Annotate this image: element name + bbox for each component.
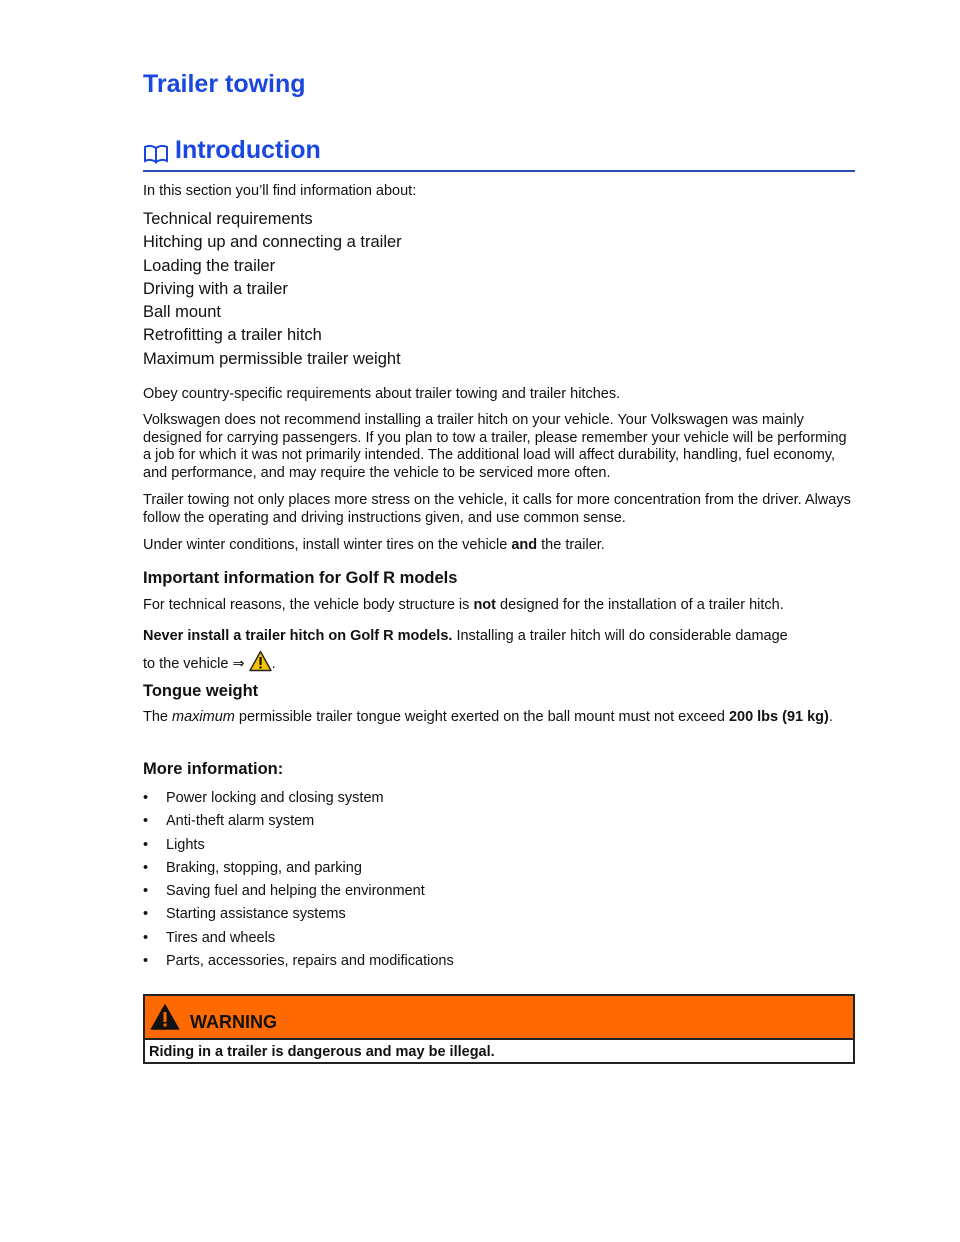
bullet: • <box>143 883 149 900</box>
list-item-label: Braking, stopping, and parking <box>166 859 362 876</box>
topic-item[interactable]: Technical requirements <box>143 210 313 228</box>
bullet: • <box>143 906 149 923</box>
topic-item[interactable]: Loading the trailer <box>143 256 276 275</box>
warning-label: WARNING <box>190 1011 277 1032</box>
list-item[interactable] <box>143 952 855 975</box>
bullet: • <box>143 790 149 806</box>
section-title: Introduction <box>175 136 321 164</box>
topic-item[interactable]: Hitching up and connecting a trailer <box>143 233 402 252</box>
tongue-text: permissible trailer tongue weight exerted on the ball mount must not exceed <box>234 709 729 725</box>
tongue-limit: 200 lbs (91 kg) <box>728 709 829 725</box>
bullet: • <box>143 813 149 830</box>
bullet: • <box>143 929 149 946</box>
section-heading-introduction <box>143 136 855 172</box>
topic-item[interactable]: Maximum permissible trailer weight <box>143 349 401 368</box>
list-item[interactable] <box>143 836 855 859</box>
tongue-maximum: maximum <box>172 709 235 725</box>
golf-r-damage-text: Installing a trailer hitch will do considerable damage <box>452 628 788 644</box>
paragraph-golf-r-warning <box>143 623 855 678</box>
golf-r-never-install: Never install a trailer hitch on Golf R models. <box>143 628 453 644</box>
golf-r-text-start: For technical reasons, the vehicle body structure is <box>143 597 474 613</box>
heading-golf-r: Important information for Golf R models <box>143 569 458 587</box>
warning-triangle-icon[interactable] <box>249 650 272 672</box>
topic-list <box>143 209 855 372</box>
bullet: • <box>143 953 149 970</box>
list-item[interactable] <box>143 789 855 812</box>
list-item-label: Saving fuel and helping the environment <box>166 883 425 900</box>
warning-header <box>145 996 853 1040</box>
winter-text-bold: and <box>511 537 538 553</box>
tongue-period: . <box>828 709 833 725</box>
list-item-label: Anti-theft alarm system <box>166 813 315 830</box>
list-item[interactable] <box>143 929 855 952</box>
topic-item[interactable]: Driving with a trailer <box>143 279 288 298</box>
winter-text-start: Under winter conditions, install winter tires on the vehicle <box>143 537 512 553</box>
tongue-the: The <box>143 709 173 725</box>
list-item-label: Parts, accessories, repairs and modifications <box>166 953 454 970</box>
list-item-label: Power locking and closing system <box>166 790 384 806</box>
golf-r-period: . <box>271 656 276 672</box>
warning-box <box>143 994 855 1064</box>
winter-text-end: the trailer. <box>537 537 605 553</box>
paragraph-no-recommendation: Volkswagen does not recommend installing a trailer hitch on your vehicle. Your Volkswagen was mainly designed for carrying passengers. If you plan to tow a trailer, please remember your vehicle will be performing a job for which it was not primarily intended. The additional load will affect durability, handling, fuel economy, and performance, and may require the vehicle to be serviced more often. <box>143 412 847 481</box>
paragraph-winter <box>143 537 855 555</box>
more-information-list <box>143 789 855 975</box>
list-item[interactable] <box>143 859 855 882</box>
paragraph-tongue-weight <box>143 709 855 727</box>
paragraph-golf-r-structure <box>143 597 855 615</box>
page-title: Trailer towing <box>143 70 306 98</box>
list-item[interactable] <box>143 882 855 905</box>
warning-triangle-icon <box>150 1003 180 1031</box>
list-item-label: Tires and wheels <box>166 929 276 946</box>
list-item[interactable] <box>143 812 855 835</box>
heading-tongue-weight: Tongue weight <box>143 682 259 700</box>
heading-more-information: More information: <box>143 760 284 778</box>
bullet: • <box>143 859 149 876</box>
warning-text: Riding in a trailer is dangerous and may be illegal. <box>149 1044 495 1060</box>
open-book-icon <box>143 144 169 164</box>
golf-r-text-end: designed for the installation of a trailer hitch. <box>495 597 784 613</box>
topic-item[interactable]: Retrofitting a trailer hitch <box>143 326 322 345</box>
list-item-label: Starting assistance systems <box>166 906 346 923</box>
bullet: • <box>143 836 149 853</box>
topic-item[interactable]: Ball mount <box>143 303 221 322</box>
intro-lead: In this section you’ll find information about: <box>143 183 417 199</box>
paragraph-country-requirements: Obey country-specific requirements about trailer towing and trailer hitches. <box>143 386 621 402</box>
list-item-label: Lights <box>166 836 205 853</box>
paragraph-stress: Trailer towing not only places more stress on the vehicle, it calls for more concentration from the driver. Always follow the operating and driving instructions given, and use common sense. <box>143 492 851 526</box>
golf-r-text-bold: not <box>473 597 496 613</box>
golf-r-vehicle-ref: to the vehicle ⇒ <box>143 656 245 672</box>
list-item[interactable] <box>143 905 855 928</box>
